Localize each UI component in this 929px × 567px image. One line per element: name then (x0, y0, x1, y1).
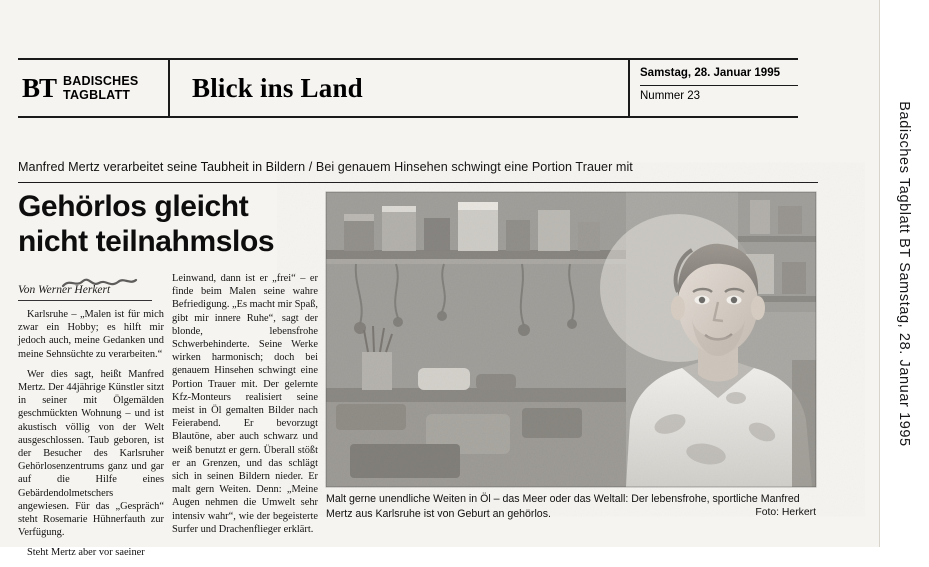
masthead (18, 58, 798, 118)
article-column-2 (172, 272, 318, 543)
paragraph: Karlsruhe – „Malen ist für mich zwar ein Hobby; es hilft mir jedoch auch, meine Gedanken und meine Sehnsüchte zu verarbeiten.“ (18, 309, 164, 360)
kicker-divider (18, 182, 818, 183)
logo-initials: BT (22, 72, 57, 103)
logo-wordmark-line1: BADISCHES (63, 74, 139, 88)
headline-line-1: Gehörlos gleicht (18, 190, 249, 223)
article-byline: Von Werner Herkert (18, 284, 111, 296)
logo-wordmark (63, 74, 138, 102)
dateline-issue-number: Nummer 23 (640, 89, 701, 102)
section-title: Blick ins Land (192, 72, 363, 103)
photo-illustration (326, 192, 816, 487)
logo-wordmark-line2: TAGBLATT (63, 88, 131, 102)
byline-divider (18, 300, 152, 301)
article-photo (326, 192, 816, 487)
spine-label (881, 0, 927, 547)
dateline-date: Samstag, 28. Januar 1995 (640, 67, 780, 79)
article-kicker: Manfred Mertz verarbeitet seine Taubheit in Bildern / Bei genauem Hinsehen schwingt eine Portion Trauer mit (18, 160, 633, 174)
section-header (170, 60, 630, 116)
spine-label-text: Badisches Tagblatt BT Samstag, 28. Januar 1995 (896, 100, 912, 447)
paragraph: Leinwand, dann ist er „frei“ – er finde beim Malen seine wahre Befriedigung. „Es macht mir Spaß, gibt mir innere Ruhe“, sagt der blonde, lebensfrohe Schwerbehinderte. Seine Werke wirken harmonisch; doch bei genauem Hinsehen schwingt eine Portion Trauer mit. Der gelernte Kfz-Monteurs realisiert seine meist in Öl gemalten Bilder nach Feierabend. Er bevorzugt Blautöne, aber auch schwarz und weiß benutzt er gern. Überall stößt er an Grenzen, und das schlägt sich in seinen Bildern nieder. Er malt gern Weiten. Denn: „Meine Augen nehmen die Umwelt sehr intensiv wahr“, wie der begeisterte Surfer und Drachenflieger erklärt. (172, 273, 319, 535)
handwritten-scribble-icon (62, 276, 137, 290)
photo-credit: Foto: Herkert (755, 506, 816, 518)
dateline-divider (640, 85, 798, 86)
dateline (630, 60, 798, 116)
photo-caption: Malt gerne unendliche Weiten in Öl – das Meer oder das Weltall: Der lebensfrohe, sportliche Manfred Mertz aus Karlsruhe ist von Geburt an gehörlos. (326, 493, 800, 520)
newspaper-logo (18, 60, 170, 116)
paragraph: Steht Mertz aber vor saeiner (27, 547, 145, 559)
page-title (18, 190, 318, 260)
paragraph: Wer dies sagt, heißt Manfred Mertz. Der 44jährige Künstler sitzt in seiner mit Ölgemälden geschmückten Wohnung – und ist akustisch völlig von der Welt ausgeschlossen. Taub geboren, ist der Besucher des Karlsruher Gehörlosenzentrums ganz und gar auf die Hilfe eines Gebärdendolmetschers angewiesen. Für das „Gespräch“ steht Rosemarie Hühnerfauth zur Verfügung. (18, 368, 164, 539)
article-column-1 (18, 308, 164, 567)
headline-line-2: nicht teilnahmslos (18, 224, 275, 258)
